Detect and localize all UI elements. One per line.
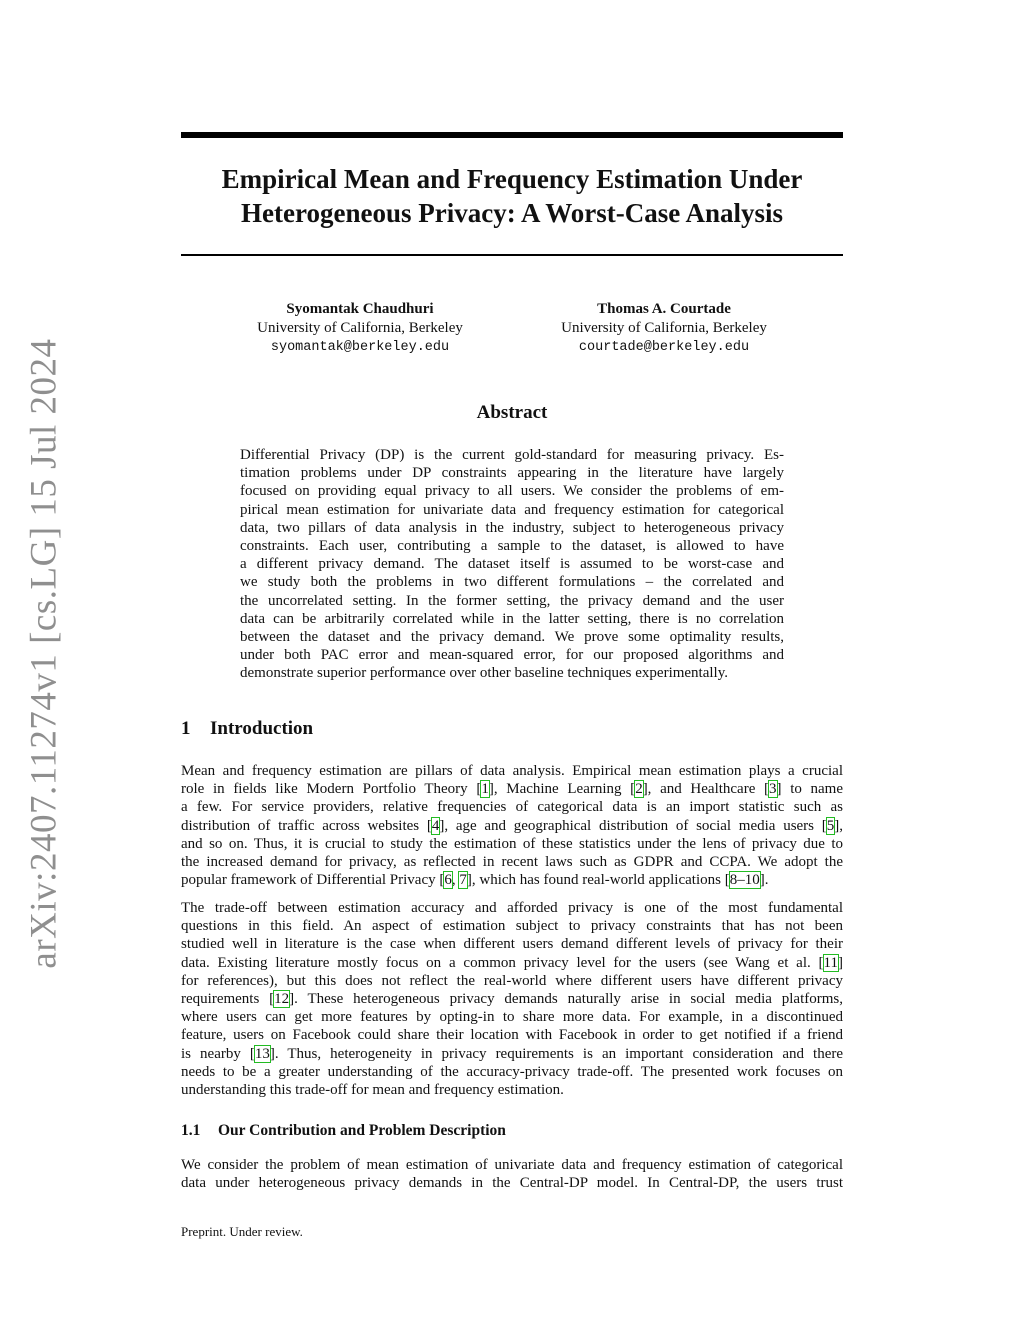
paragraph-line: distribution of traffic across websites [4], age and geographical distribution of social media users [5],	[181, 817, 843, 834]
paragraph-line: The trade-off between estimation accuracy and afforded privacy is one of the most fundamental	[181, 900, 843, 916]
introduction-paragraph-1	[181, 762, 843, 889]
citation-link[interactable]: 11	[823, 954, 838, 971]
author-block-2	[524, 300, 804, 357]
citation-link[interactable]: 3	[769, 781, 777, 798]
paragraph-line: questions in this field. An aspect of estimation subject to privacy constraints that has not been	[181, 918, 843, 935]
citation-link[interactable]: 13	[254, 1045, 270, 1062]
author-block-1	[220, 300, 500, 357]
citation-link[interactable]: 6	[444, 872, 452, 889]
abstract-line: between the dataset and the privacy demand. We prove some optimality results,	[240, 629, 784, 646]
abstract-line: a different privacy demand. The dataset itself is assumed to be worst-case and	[240, 556, 784, 573]
paragraph-line: is nearby [13]. Thus, heterogeneity in privacy requirements is an important consideration and there	[181, 1045, 844, 1062]
citation-link[interactable]: 4	[431, 817, 440, 834]
paper-title-line-2: Heterogeneous Privacy: A Worst-Case Analysis	[241, 198, 783, 228]
paragraph-line: We consider the problem of mean estimation of univariate data and frequency estimation of categorical	[181, 1157, 843, 1173]
paper-title-line-1: Empirical Mean and Frequency Estimation Under	[221, 164, 803, 194]
citation-link[interactable]: 7	[459, 872, 467, 889]
arxiv-identifier-text: arXiv:2407.11274v1 [cs.LG] 15 Jul 2024	[23, 337, 65, 969]
author-email: courtade@berkeley.edu	[578, 340, 750, 355]
paragraph-line: Mean and frequency estimation are pillars of data analysis. Empirical mean estimation plays a crucial	[181, 763, 843, 779]
abstract-line: pirical mean estimation for univariate data and frequency estimation for categorical	[240, 501, 784, 518]
section-heading-introduction	[181, 718, 313, 740]
citation-link[interactable]: 12	[274, 991, 290, 1008]
abstract-line: we study both the problems in two different formulations – the correlated and	[240, 574, 784, 591]
paper-title	[181, 162, 843, 230]
section-title: Introduction	[210, 718, 314, 739]
author-name: Thomas A. Courtade	[597, 301, 731, 317]
abstract-line: demonstrate superior performance over other baseline techniques experimentally.	[240, 665, 728, 682]
abstract-line: under both PAC error and mean-squared error, for our proposed algorithms and	[240, 647, 784, 664]
author-email: syomantak@berkeley.edu	[270, 340, 450, 355]
introduction-paragraph-2	[181, 899, 843, 1099]
abstract-line: focused on providing equal privacy to all users. We consider the problems of em-	[240, 483, 784, 500]
paragraph-line: popular framework of Differential Privacy [6, 7], which has found real-world applications [8–10].	[181, 872, 769, 889]
paragraph-line: feature, users on Facebook could share their location with Facebook in order to get notified if a friend	[181, 1027, 843, 1044]
paragraph-line: requirements [12]. These heterogeneous privacy demands naturally arise in social media platforms,	[181, 991, 843, 1008]
title-rule-bottom	[181, 254, 843, 256]
abstract-line: constraints. Each user, contributing a sample to the dataset, is allowed to have	[240, 538, 784, 555]
abstract-line: Differential Privacy (DP) is the current gold-standard for measuring privacy. Es-	[240, 447, 784, 463]
subsection-heading-contribution	[181, 1122, 506, 1140]
citation-link[interactable]: 8–10	[729, 872, 760, 889]
paragraph-line: data under heterogeneous privacy demands in the Central-DP model. In Central-DP, the users trust	[181, 1175, 843, 1192]
abstract-line: timation problems under DP constraints appearing in the literature have largely	[240, 465, 784, 482]
paragraph-line: data. Existing literature mostly focus on a common privacy level for the users (see Wang et al. [11]	[181, 954, 843, 971]
abstract-body	[240, 446, 784, 683]
title-rule-top	[181, 132, 843, 138]
citation-link[interactable]: 5	[826, 817, 835, 834]
contribution-paragraph-1	[181, 1156, 843, 1192]
footer-note: Preprint. Under review.	[181, 1224, 303, 1239]
paragraph-line: understanding this trade-off for mean and frequency estimation.	[181, 1082, 564, 1099]
author-affiliation: University of California, Berkeley	[257, 320, 463, 336]
paragraph-line: where users can get more features by opting-in to share more data. For example, in a discontinued	[181, 1009, 843, 1026]
abstract-heading: Abstract	[476, 402, 548, 423]
paragraph-line: for references), but this does not reflect the real-world where different users have different privacy	[181, 972, 843, 989]
paragraph-line: needs to be a greater understanding of the accuracy-privacy trade-off. The presented work focuses on	[181, 1063, 843, 1080]
paragraph-line: studied well in literature is the case when different users demand different levels of privacy for their	[181, 936, 843, 953]
citation-link[interactable]: 2	[635, 781, 643, 798]
paragraph-line: role in fields like Modern Portfolio Theory [1], Machine Learning [2], and Healthcare [3] to name	[181, 781, 844, 798]
abstract-line: the uncorrelated setting. In the former setting, the privacy demand and the user	[240, 592, 784, 609]
citation-link[interactable]: 1	[481, 781, 489, 798]
abstract-line: data can be arbitrarily correlated while in the latter setting, there is no correlation	[240, 610, 784, 627]
author-name: Syomantak Chaudhuri	[286, 301, 434, 317]
paragraph-line: and so on. Thus, it is crucial to study the estimation of these statistics under the lens of privacy due to	[181, 835, 843, 852]
subsection-title: Our Contribution and Problem Description	[218, 1122, 506, 1139]
paragraph-line: a few. For service providers, relative frequencies of categorical data is an import statistic such as	[181, 799, 843, 816]
author-affiliation: University of California, Berkeley	[561, 320, 767, 336]
section-number: 1	[181, 718, 191, 739]
abstract-line: data, two pillars of data analysis in the industry, subject to heterogeneous privacy	[240, 519, 784, 536]
paragraph-line: the increased demand for privacy, as reflected in recent laws such as GDPR and CCPA. We adopt the	[181, 854, 843, 871]
subsection-number: 1.1	[181, 1122, 201, 1139]
arxiv-identifier-stamp	[16, 337, 72, 969]
